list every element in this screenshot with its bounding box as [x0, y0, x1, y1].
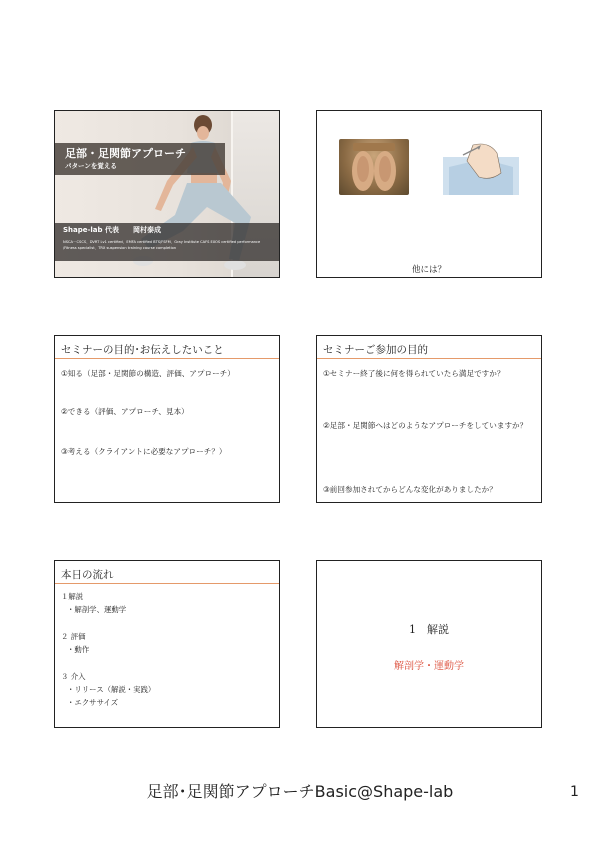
- agenda-section: １解説: [61, 592, 84, 601]
- heading-rule: [55, 583, 279, 584]
- foot-illustration: [443, 137, 519, 195]
- slide-participation-purpose: [316, 335, 542, 503]
- list-item: ②足部・足関節へはどのようなアプローチをしていますか？: [323, 421, 528, 430]
- list-item: ②できる（評価、アプローチ、見本）: [61, 407, 189, 416]
- slide-heading: 本日の流れ: [61, 569, 114, 581]
- slide-heading: セミナーご参加の目的: [323, 344, 428, 356]
- author-name: Shape-lab 代表 岡村泰成: [63, 226, 161, 234]
- slide-title-text: 足部・足関節アプローチ: [65, 147, 186, 160]
- page-footer: 足部･足関節アプローチBasic@Shape-lab: [146, 782, 454, 801]
- agenda-subitem: ・リリース（解説・実践）: [67, 685, 156, 694]
- list-item: ①セミナー終了後に何を得られていたら満足ですか？: [323, 369, 505, 378]
- slide-heading: セミナーの目的･お伝えしたいこと: [61, 344, 224, 356]
- slide-subtitle-text: パターンを覚える: [65, 162, 117, 170]
- author-credentials: NSCA－CSCS、DVRT Lv1 certified、EMFA certified BTS/FSFM、Gray Institute CAFS EXOS certified performance /Fitness specialist、TRX suspension training course completion: [63, 240, 261, 250]
- heading-rule: [317, 358, 541, 359]
- heading-rule: [55, 358, 279, 359]
- slide-title: [54, 110, 280, 278]
- agenda-section: ２ 評価: [61, 632, 86, 641]
- slide-section-divider: [316, 560, 542, 728]
- agenda-subitem: ・動作: [67, 645, 90, 654]
- section-subtitle: 解剖学・運動学: [394, 661, 464, 672]
- page-number: 1: [570, 784, 579, 800]
- section-title: 1 解説: [409, 623, 449, 636]
- list-item: ③考える（クライアントに必要なアプローチ？）: [61, 447, 227, 456]
- agenda-section: ３ 介入: [61, 672, 86, 681]
- slide-caption: 他には？: [411, 265, 446, 275]
- feet-photo: [339, 139, 409, 195]
- feet-soles-image: [339, 139, 409, 195]
- list-item: ③前回参加されてからどんな変化がありましたか？: [323, 485, 497, 494]
- agenda-subitem: ・エクササイズ: [67, 698, 119, 707]
- slide-objectives: [54, 335, 280, 503]
- slide-agenda: [54, 560, 280, 728]
- agenda-subitem: ・解剖学、運動学: [67, 605, 127, 614]
- slide-images: [316, 110, 542, 278]
- list-item: ①知る（足部・足関節の構造、評価、アプローチ）: [61, 369, 235, 378]
